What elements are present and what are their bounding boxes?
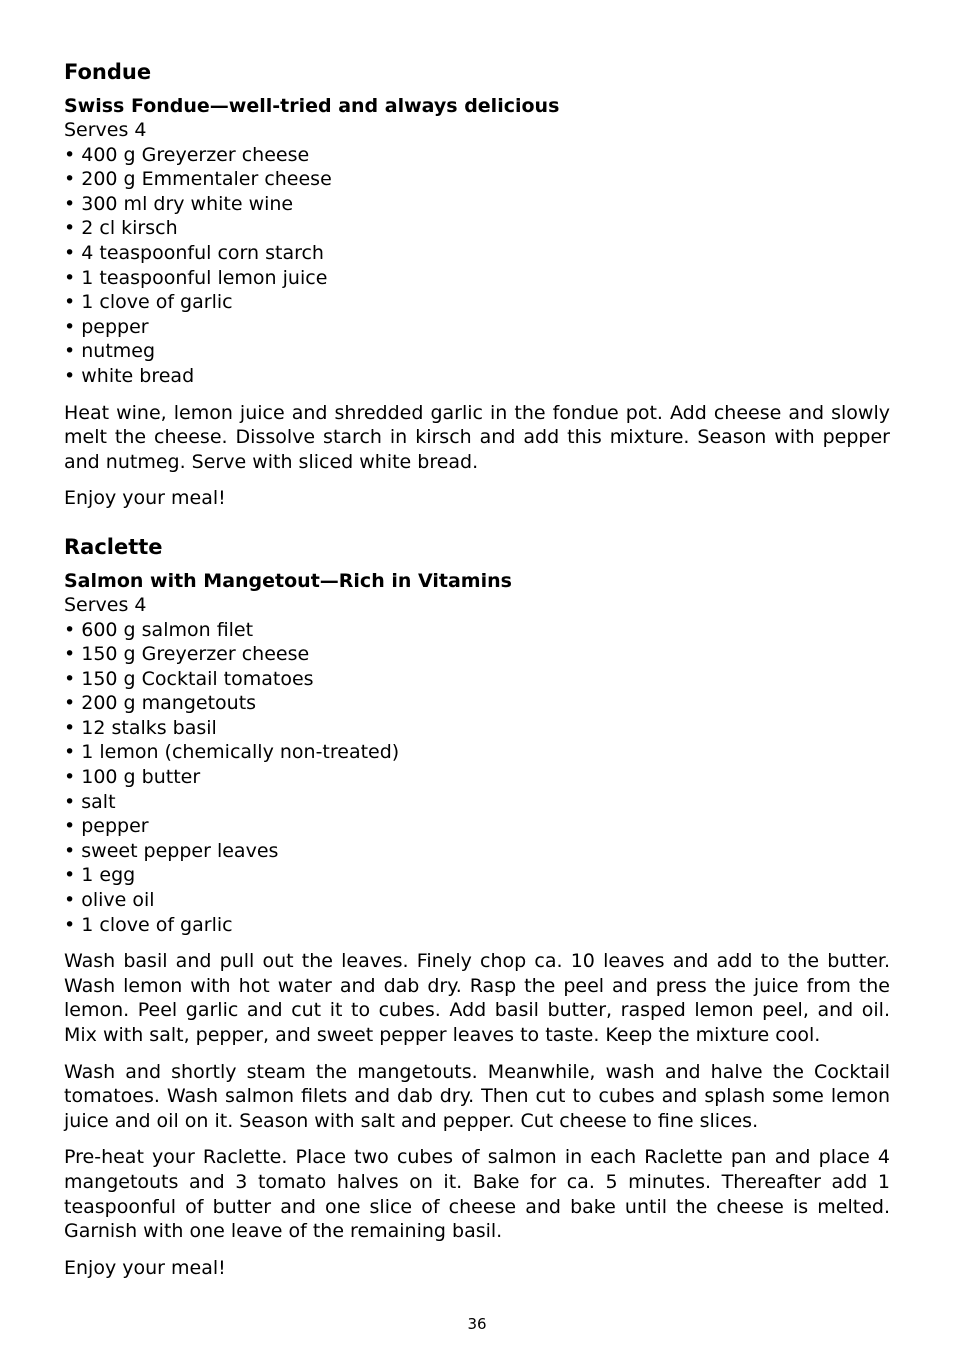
ingredient-list bbox=[64, 618, 890, 938]
recipe-title: Salmon with Mangetout—Rich in Vitamins bbox=[64, 569, 512, 592]
ingredient-item: • 4 teaspoonful corn starch bbox=[64, 241, 890, 266]
instruction-paragraph: Pre-heat your Raclette. Place two cubes of salmon in each Raclette pan and place 4 mangetouts and 3 tomato halves on it. Bake for ca. 5 minutes. Thereafter add 1 teaspoonful of butter and one slice of cheese and bake until the cheese is melted. Garnish with one leave of the remaining basil. bbox=[64, 1146, 890, 1243]
section-heading: Raclette bbox=[64, 534, 163, 559]
ingredient-item: • olive oil bbox=[64, 888, 890, 913]
fondue-section bbox=[64, 58, 890, 511]
instruction-paragraph: Wash and shortly steam the mangetouts. Meanwhile, wash and halve the Cocktail tomatoes. Wash salmon filets and dab dry. Then cut to cubes and splash some lemon juice and oil on it. Season with salt and pepper. Cut cheese to fine slices. bbox=[64, 1060, 890, 1132]
ingredient-item: • 12 stalks basil bbox=[64, 716, 890, 741]
instruction-paragraph: Heat wine, lemon juice and shredded garlic in the fondue pot. Add cheese and slowly melt the cheese. Dissolve starch in kirsch and add this mixture. Season with pepper and nutmeg. Serve with sliced white bread. bbox=[64, 401, 890, 473]
document-page bbox=[64, 58, 890, 1280]
instruction-paragraph: Wash basil and pull out the leaves. Finely chop ca. 10 leaves and add to the butter. Wash lemon with hot water and dab dry. Rasp the peel and press the juice from the lemon. Peel garlic and cut it to cubes. Add basil butter, rasped lemon peel, and oil. Mix with salt, pepper, and sweet pepper leaves to taste. Keep the mixture cool. bbox=[64, 950, 890, 1046]
ingredient-item: • 1 clove of garlic bbox=[64, 913, 890, 938]
ingredient-item: • 100 g butter bbox=[64, 765, 890, 790]
ingredient-item: • pepper bbox=[64, 315, 890, 340]
ingredient-item: • 400 g Greyerzer cheese bbox=[64, 143, 890, 168]
ingredient-item: • white bread bbox=[64, 364, 890, 389]
raclette-section bbox=[64, 533, 890, 1280]
ingredient-item: • 200 g mangetouts bbox=[64, 691, 890, 716]
section-heading: Fondue bbox=[64, 60, 152, 84]
recipe-title: Swiss Fondue—well-tried and always delicious bbox=[64, 95, 560, 117]
ingredient-item: • 200 g Emmentaler cheese bbox=[64, 167, 890, 192]
ingredient-item: • nutmeg bbox=[64, 339, 890, 364]
ingredient-item: • sweet pepper leaves bbox=[64, 839, 890, 864]
ingredient-item: • 300 ml dry white wine bbox=[64, 192, 890, 217]
ingredient-item: • 150 g Greyerzer cheese bbox=[64, 642, 890, 667]
ingredient-item: • 1 clove of garlic bbox=[64, 290, 890, 315]
ingredient-item: • 2 cl kirsch bbox=[64, 216, 890, 241]
page-number: 36 bbox=[467, 1315, 487, 1333]
ingredient-list bbox=[64, 143, 890, 389]
ingredient-item: • 600 g salmon filet bbox=[64, 618, 890, 643]
ingredient-item: • 150 g Cocktail tomatoes bbox=[64, 667, 890, 692]
serves-line: Serves 4 bbox=[64, 593, 147, 616]
ingredient-item: • salt bbox=[64, 790, 890, 815]
ingredient-item: • 1 egg bbox=[64, 863, 890, 888]
ingredient-item: • 1 teaspoonful lemon juice bbox=[64, 266, 890, 291]
ingredient-item: • pepper bbox=[64, 814, 890, 839]
closing-line: Enjoy your meal! bbox=[64, 487, 226, 510]
closing-line: Enjoy your meal! bbox=[64, 1256, 226, 1279]
ingredient-item: • 1 lemon (chemically non-treated) bbox=[64, 740, 890, 765]
serves-line: Serves 4 bbox=[64, 119, 147, 141]
